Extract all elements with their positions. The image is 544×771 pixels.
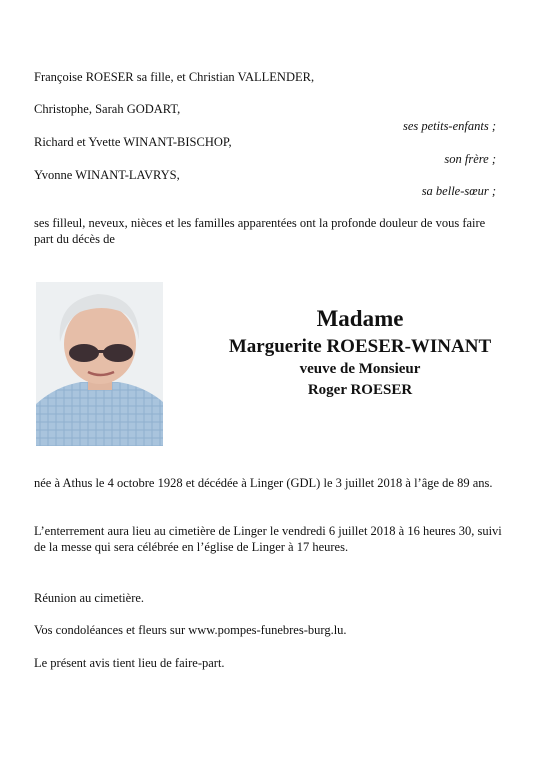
- condolences-paragraph: Vos condoléances et fleurs sur www.pompes-funebres-burg.lu.: [34, 623, 347, 637]
- family-line-daughter: Françoise ROESER sa fille, et Christian VALLENDER,: [34, 70, 315, 84]
- deceased-title: Madame: [316, 306, 404, 331]
- funeral-paragraph: L’enterrement aura lieu au cimetière de Linger le vendredi 6 juillet 2018 à 16 heures 30, suivi de la messe qui sera célébrée en l’église de Linger à 17 heures.: [34, 524, 502, 554]
- intro-paragraph: ses filleul, neveux, nièces et les familles apparentées ont la profonde douleur de vous faire part du décès de: [34, 216, 486, 246]
- deceased-name: Marguerite ROESER-WINANT: [228, 336, 492, 357]
- role-grandchildren: ses petits-enfants ;: [402, 119, 496, 133]
- portrait-photo: [36, 282, 163, 446]
- birth-death-paragraph: née à Athus le 4 octobre 1928 et décédée à Linger (GDL) le 3 juillet 2018 à l’âge de 89 ans.: [34, 476, 493, 490]
- notice-paragraph: Le présent avis tient lieu de faire-part.: [34, 656, 225, 670]
- portrait-illustration: [36, 282, 163, 446]
- husband-name: Roger ROESER: [307, 382, 413, 398]
- family-line-brother: Richard et Yvette WINANT-BISCHOP,: [34, 135, 232, 149]
- role-sister-in-law: sa belle-sœur ;: [421, 184, 496, 198]
- widow-of-label: veuve de Monsieur: [299, 361, 421, 377]
- role-brother: son frère ;: [444, 152, 496, 166]
- meeting-paragraph: Réunion au cimetière.: [34, 591, 145, 605]
- family-line-grandchildren: Christophe, Sarah GODART,: [34, 102, 181, 116]
- family-line-sister-in-law: Yvonne WINANT-LAVRYS,: [34, 168, 180, 182]
